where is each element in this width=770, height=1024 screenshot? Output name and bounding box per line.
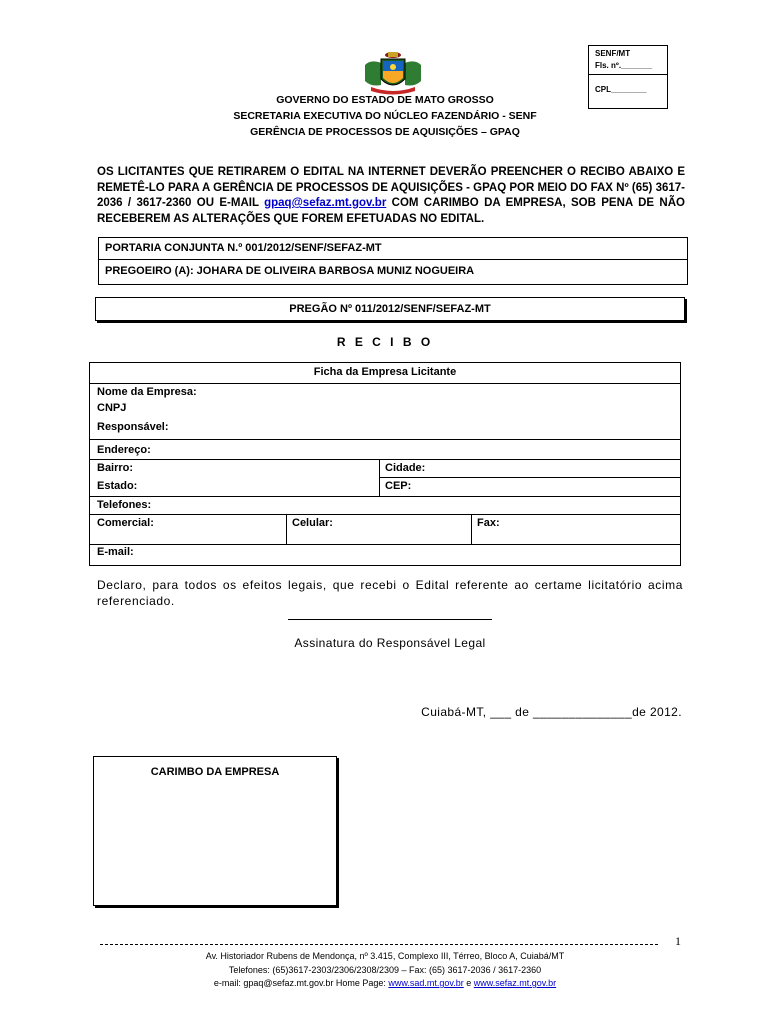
field-fax[interactable]: Fax: [477, 517, 500, 529]
coat-of-arms-logo [361, 51, 425, 95]
footer-divider [100, 944, 658, 945]
header-secretariat: SECRETARIA EXECUTIVA DO NÚCLEO FAZENDÁRIO - SENF [233, 110, 537, 122]
field-bairro[interactable]: Bairro: [97, 462, 134, 474]
footer-email-text: e-mail: gpaq@sefaz.mt.gov.br Home Page: [213, 978, 389, 988]
portaria-number: PORTARIA CONJUNTA N.º 001/2012/SENF/SEFAZ-MT [105, 242, 382, 254]
notice-email-link[interactable]: gpaq@sefaz.mt.gov.br [264, 197, 387, 209]
notice-text-before: OS LICITANTES QUE RETIRAREM O EDITAL NA INTERNET DEVERÃO PREENCHER O RECIBO ABAIXO E REMETÊ-LO PARA A GERÊNCIA DE PROCESSOS DE AQUISIÇÕES - GPAQ POR MEIO DO FAX Nº (65) 3617-2036 / 3617-2360 OU E-MAIL [97, 166, 685, 209]
stamp-senf: SENF/MT [595, 49, 631, 58]
field-nome-empresa[interactable]: Nome da Empresa: [97, 386, 197, 398]
field-responsavel[interactable]: Responsável: [97, 421, 169, 433]
footer-conjunction: e [463, 978, 474, 988]
footer-link-sefaz[interactable]: www.sefaz.mt.gov.br [473, 978, 557, 988]
field-estado[interactable]: Estado: [97, 480, 138, 492]
field-celular[interactable]: Celular: [292, 517, 333, 529]
company-stamp-box [93, 756, 337, 906]
portaria-box [98, 237, 688, 285]
header-department: GERÊNCIA DE PROCESSOS DE AQUISIÇÕES – GPAQ [250, 126, 520, 138]
pregoeiro-name: PREGOEIRO (A): JOHARA DE OLIVEIRA BARBOSA MUNIZ NOGUEIRA [105, 265, 475, 277]
page-number: 1 [675, 934, 681, 948]
footer-address: Av. Historiador Rubens de Mendonça, nº 3.415, Complexo III, Térreo, Bloco A, Cuiabá/MT [205, 951, 565, 961]
recibo-heading: R E C I B O [336, 335, 434, 349]
pregao-title-box: PREGÃO Nº 011/2012/SENF/SEFAZ-MT [95, 297, 685, 321]
field-cnpj[interactable]: CNPJ [97, 402, 127, 414]
header-government: GOVERNO DO ESTADO DE MATO GROSSO [276, 94, 494, 106]
stamp-folhas: Fls. nº._______ [595, 61, 653, 70]
ficha-title: Ficha da Empresa Licitante [313, 366, 457, 378]
field-email[interactable]: E-mail: [97, 546, 134, 558]
footer-contact [0, 978, 770, 988]
company-stamp-label: CARIMBO DA EMPRESA [150, 766, 280, 778]
footer-phones: Telefones: (65)3617-2303/2306/2308/2309 – Fax: (65) 3617-2036 / 3617-2360 [228, 965, 542, 975]
notice-paragraph [97, 165, 685, 227]
field-comercial[interactable]: Comercial: [97, 517, 154, 529]
signature-label: Assinatura do Responsável Legal [294, 636, 486, 650]
footer-link-sad[interactable]: www.sad.mt.gov.br [388, 978, 464, 988]
declaration-text: Declaro, para todos os efeitos legais, que recebi o Edital referente ao certame licitatório acima referenciado. [97, 578, 683, 608]
field-telefones: Telefones: [97, 499, 152, 511]
stamp-cpl: CPL________ [595, 85, 647, 94]
notice-text-after: COM CARIMBO DA EMPRESA, SOB PENA DE NÃO RECEBEREM AS ALTERAÇÕES QUE FOREM EFETUADAS NO EDITAL. [97, 197, 685, 225]
ficha-empresa-table [89, 362, 681, 566]
date-line: Cuiabá-MT, ___ de ______________de 2012. [421, 705, 682, 719]
field-cep[interactable]: CEP: [385, 480, 412, 492]
field-endereco[interactable]: Endereço: [97, 444, 151, 456]
field-cidade[interactable]: Cidade: [385, 462, 426, 474]
signature-line [288, 619, 492, 620]
